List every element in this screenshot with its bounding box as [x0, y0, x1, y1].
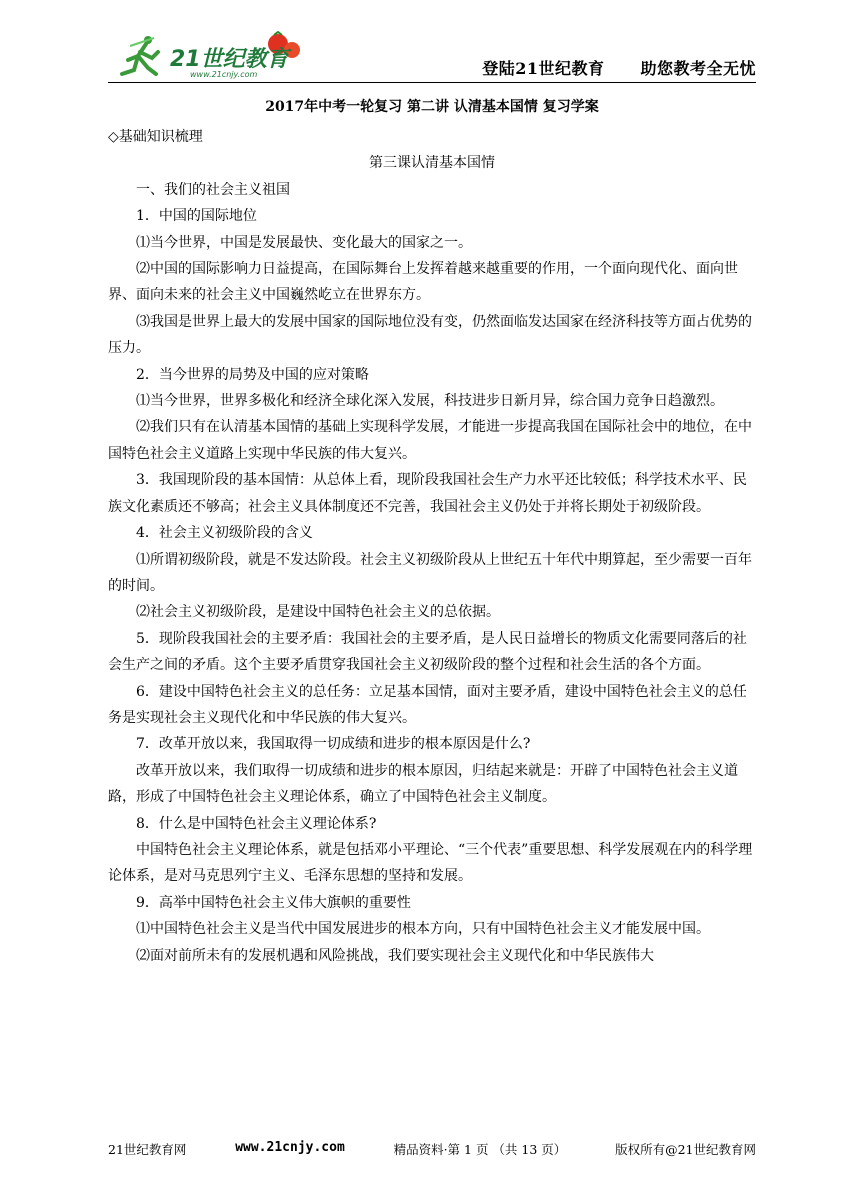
- paragraph: 2．当今世界的局势及中国的应对策略: [136, 366, 369, 383]
- header-divider: [108, 82, 756, 83]
- paragraph: ⑵社会主义初级阶段，是建设中国特色社会主义的总依据。: [136, 604, 500, 621]
- paragraph: 5．现阶段我国社会的主要矛盾：我国社会的主要矛盾，是人民日益增长的物质文化需要同落后的社会生产之间的矛盾。这个主要矛盾贯穿我国社会主义初级阶段的整个过程和社会生活的各个方面。: [108, 630, 747, 674]
- paragraph: 6．建设中国特色社会主义的总任务：立足基本国情，面对主要矛盾，建设中国特色社会主义的总任务是实现社会主义现代化和中华民族的伟大复兴。: [108, 683, 747, 726]
- footer-url[interactable]: www.21cnjy.com: [235, 1140, 345, 1155]
- paragraph: 7．改革开放以来，我国取得一切成绩和进步的根本原因是什么?: [136, 736, 531, 753]
- paragraph: 一、我们的社会主义祖国: [136, 181, 290, 198]
- paragraph: ⑴当今世界，世界多极化和经济全球化深入发展，科技进步日新月异，综合国力竞争日趋激烈。: [136, 393, 724, 410]
- document-body: [108, 124, 756, 969]
- header-slogan: [482, 56, 756, 79]
- paragraph: ⑵中国的国际影响力日益提高，在国际舞台上发挥着越来越重要的作用，一个面向现代化、面向世界、面向未来的社会主义中国巍然屹立在世界东方。: [108, 261, 738, 304]
- page-footer: [108, 1140, 756, 1158]
- runner-icon: [122, 36, 158, 74]
- lesson-title: 第三课认清基本国情: [369, 155, 495, 172]
- slogan-left: 登陆21世纪教育: [482, 59, 605, 78]
- section-label: ◇基础知识梳理: [108, 129, 203, 145]
- footer-page-info: 精品资料·第 1 页 （共 13 页）: [393, 1142, 567, 1157]
- footer-site-name: 21世纪教育网: [108, 1142, 187, 1157]
- paragraph: 3．我国现阶段的基本国情：从总体上看，现阶段我国社会生产力水平还比较低；科学技术水平、民族文化素质还不够高；社会主义具体制度还不完善，我国社会主义仍处于并将长期处于初级阶段。: [108, 472, 747, 515]
- logo-url: www.21cnjy.com: [190, 70, 258, 79]
- paragraph: 8．什么是中国特色社会主义理论体系?: [136, 815, 377, 832]
- paragraph: ⑶我国是世界上最大的发展中国家的国际地位没有变，仍然面临发达国家在经济科技等方面占优势的压力。: [108, 313, 752, 357]
- logo: [108, 30, 308, 80]
- paragraph: ⑵面对前所未有的发展机遇和风险挑战，我们要实现社会主义现代化和中华民族伟大: [136, 947, 654, 964]
- logo-text: 21世纪教育: [170, 47, 289, 72]
- slogan-right: 助您教考全无忧: [640, 59, 756, 78]
- paragraph: ⑵我们只有在认清基本国情的基础上实现科学发展，才能进一步提高我国在国际社会中的地位，在中国特色社会主义道路上实现中华民族的伟大复兴。: [108, 419, 752, 462]
- paragraph: ⑴所谓初级阶段，就是不发达阶段。社会主义初级阶段从上世纪五十年代中期算起，至少需要一百年的时间。: [108, 551, 752, 594]
- paragraph: ⑴中国特色社会主义是当代中国发展进步的根本方向，只有中国特色社会主义才能发展中国。: [136, 921, 710, 938]
- paragraph: 改革开放以来，我们取得一切成绩和进步的根本原因，归结起来就是：开辟了中国特色社会主义道路，形成了中国特色社会主义理论体系，确立了中国特色社会主义制度。: [108, 762, 738, 806]
- paragraph: 4．社会主义初级阶段的含义: [136, 525, 313, 542]
- paragraph: 9．高举中国特色社会主义伟大旗帜的重要性: [136, 894, 411, 911]
- paragraph: 1．中国的国际地位: [136, 208, 257, 225]
- doc-title: 2017年中考一轮复习 第二讲 认清基本国情 复习学案: [265, 99, 599, 115]
- paragraph: ⑴当今世界，中国是发展最快、变化最大的国家之一。: [136, 234, 472, 251]
- paragraph: 中国特色社会主义理论体系，就是包括邓小平理论、“三个代表”重要思想、科学发展观在内的科学理论体系，是对马克思列宁主义、毛泽东思想的坚持和发展。: [108, 841, 753, 885]
- footer-copyright: 版权所有@21世纪教育网: [615, 1142, 756, 1157]
- page-header: [108, 30, 756, 85]
